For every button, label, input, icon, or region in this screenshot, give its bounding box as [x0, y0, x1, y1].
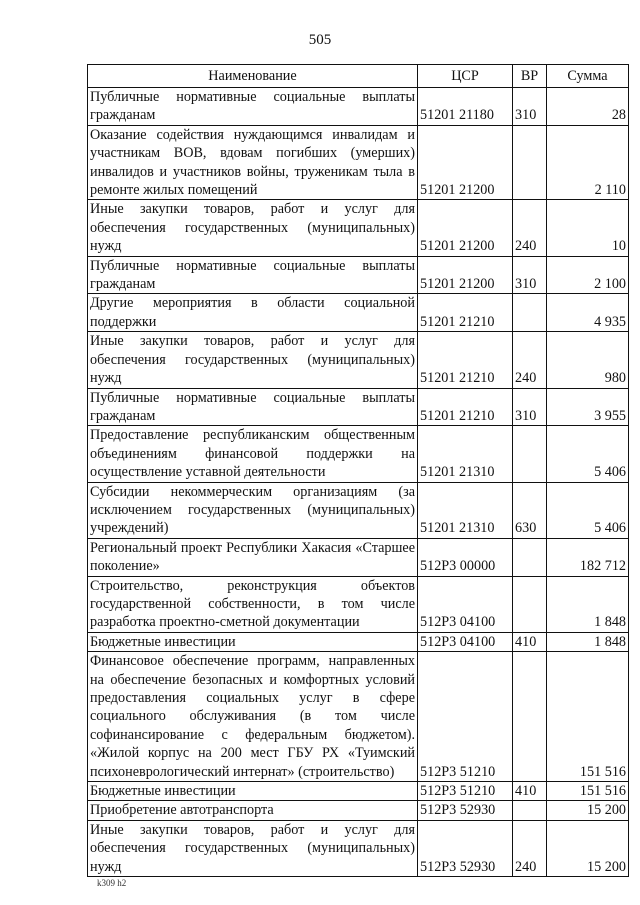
cell-name: Приобретение автотранспорта	[88, 801, 418, 820]
table-row	[88, 294, 629, 332]
cell-csr: 51201 21310	[418, 426, 513, 482]
table-row	[88, 782, 629, 801]
header-vr: ВР	[513, 65, 547, 88]
cell-name: Публичные нормативные социальные выплаты гражданам	[88, 88, 418, 126]
cell-vr	[513, 576, 547, 632]
cell-name: Другие мероприятия в области социальной поддержки	[88, 294, 418, 332]
cell-vr: 240	[513, 200, 547, 256]
header-sum: Сумма	[547, 65, 629, 88]
cell-name: Иные закупки товаров, работ и услуг для обеспечения государственных (муниципальных) нужд	[88, 200, 418, 256]
cell-csr: 51201 21180	[418, 88, 513, 126]
table-row	[88, 820, 629, 876]
table-header-row	[88, 65, 629, 88]
cell-vr: 410	[513, 782, 547, 801]
cell-vr: 410	[513, 632, 547, 651]
cell-sum: 10	[547, 200, 629, 256]
table-row	[88, 332, 629, 388]
cell-vr	[513, 652, 547, 782]
cell-name: Бюджетные инвестиции	[88, 632, 418, 651]
cell-name: Бюджетные инвестиции	[88, 782, 418, 801]
cell-vr	[513, 538, 547, 576]
cell-sum: 5 406	[547, 426, 629, 482]
cell-sum: 1 848	[547, 632, 629, 651]
cell-csr: 512Р3 04100	[418, 632, 513, 651]
cell-name: Публичные нормативные социальные выплаты гражданам	[88, 388, 418, 426]
budget-table	[87, 64, 629, 877]
header-name: Наименование	[88, 65, 418, 88]
cell-name: Финансовое обеспечение программ, направленных на обеспечение безопасных и комфортных условий предоставления социальных услуг в сфере социального обслуживания (в том числе софинансирование с федеральным бюджетом). «Жилой корпус на 200 мест ГБУ РХ «Туимский психоневрологический интернат» (строительство)	[88, 652, 418, 782]
cell-name: Публичные нормативные социальные выплаты гражданам	[88, 256, 418, 294]
cell-name: Предоставление республиканским общественным объединениям финансовой поддержки на осуществление уставной деятельности	[88, 426, 418, 482]
cell-sum: 4 935	[547, 294, 629, 332]
cell-vr	[513, 801, 547, 820]
cell-csr: 51201 21200	[418, 200, 513, 256]
table-row	[88, 801, 629, 820]
cell-sum: 5 406	[547, 482, 629, 538]
page-number: 505	[308, 32, 332, 48]
cell-csr: 512Р3 52930	[418, 801, 513, 820]
header-csr: ЦСР	[418, 65, 513, 88]
cell-name: Иные закупки товаров, работ и услуг для обеспечения государственных (муниципальных) нужд	[88, 332, 418, 388]
cell-sum: 2 100	[547, 256, 629, 294]
cell-vr: 240	[513, 332, 547, 388]
table-row	[88, 632, 629, 651]
cell-name: Субсидии некоммерческим организациям (за исключением государственных (муниципальных) учреждений)	[88, 482, 418, 538]
cell-csr: 51201 21200	[418, 256, 513, 294]
cell-name: Строительство, реконструкция объектов государственной собственности, в том числе разработка проектно-сметной документации	[88, 576, 418, 632]
cell-sum: 1 848	[547, 576, 629, 632]
cell-sum: 15 200	[547, 820, 629, 876]
cell-sum: 182 712	[547, 538, 629, 576]
cell-sum: 151 516	[547, 652, 629, 782]
cell-sum: 2 110	[547, 125, 629, 200]
cell-sum: 3 955	[547, 388, 629, 426]
table-row	[88, 88, 629, 126]
cell-sum: 151 516	[547, 782, 629, 801]
cell-vr: 310	[513, 88, 547, 126]
cell-csr: 512Р3 52930	[418, 820, 513, 876]
cell-csr: 51201 21210	[418, 388, 513, 426]
cell-csr: 51201 21310	[418, 482, 513, 538]
cell-vr	[513, 426, 547, 482]
table-row	[88, 200, 629, 256]
table-row	[88, 388, 629, 426]
cell-vr: 240	[513, 820, 547, 876]
footer-code: k309 h2	[97, 878, 127, 888]
cell-csr: 51201 21210	[418, 294, 513, 332]
cell-csr: 51201 21200	[418, 125, 513, 200]
cell-vr: 310	[513, 256, 547, 294]
table-row	[88, 576, 629, 632]
table-row	[88, 652, 629, 782]
table-row	[88, 256, 629, 294]
cell-name: Региональный проект Республики Хакасия «Старшее поколение»	[88, 538, 418, 576]
cell-csr: 512Р3 00000	[418, 538, 513, 576]
cell-sum: 28	[547, 88, 629, 126]
table-row	[88, 426, 629, 482]
cell-sum: 980	[547, 332, 629, 388]
cell-name: Оказание содействия нуждающимся инвалидам и участникам ВОВ, вдовам погибших (умерших) инвалидов и участников войны, труженикам тыла в ремонте жилых помещений	[88, 125, 418, 200]
table-row	[88, 125, 629, 200]
cell-sum: 15 200	[547, 801, 629, 820]
cell-vr	[513, 125, 547, 200]
cell-vr: 310	[513, 388, 547, 426]
cell-vr: 630	[513, 482, 547, 538]
table-row	[88, 538, 629, 576]
cell-csr: 51201 21210	[418, 332, 513, 388]
table-row	[88, 482, 629, 538]
cell-vr	[513, 294, 547, 332]
cell-csr: 512Р3 04100	[418, 576, 513, 632]
cell-name: Иные закупки товаров, работ и услуг для обеспечения государственных (муниципальных) нужд	[88, 820, 418, 876]
cell-csr: 512Р3 51210	[418, 782, 513, 801]
cell-csr: 512Р3 51210	[418, 652, 513, 782]
